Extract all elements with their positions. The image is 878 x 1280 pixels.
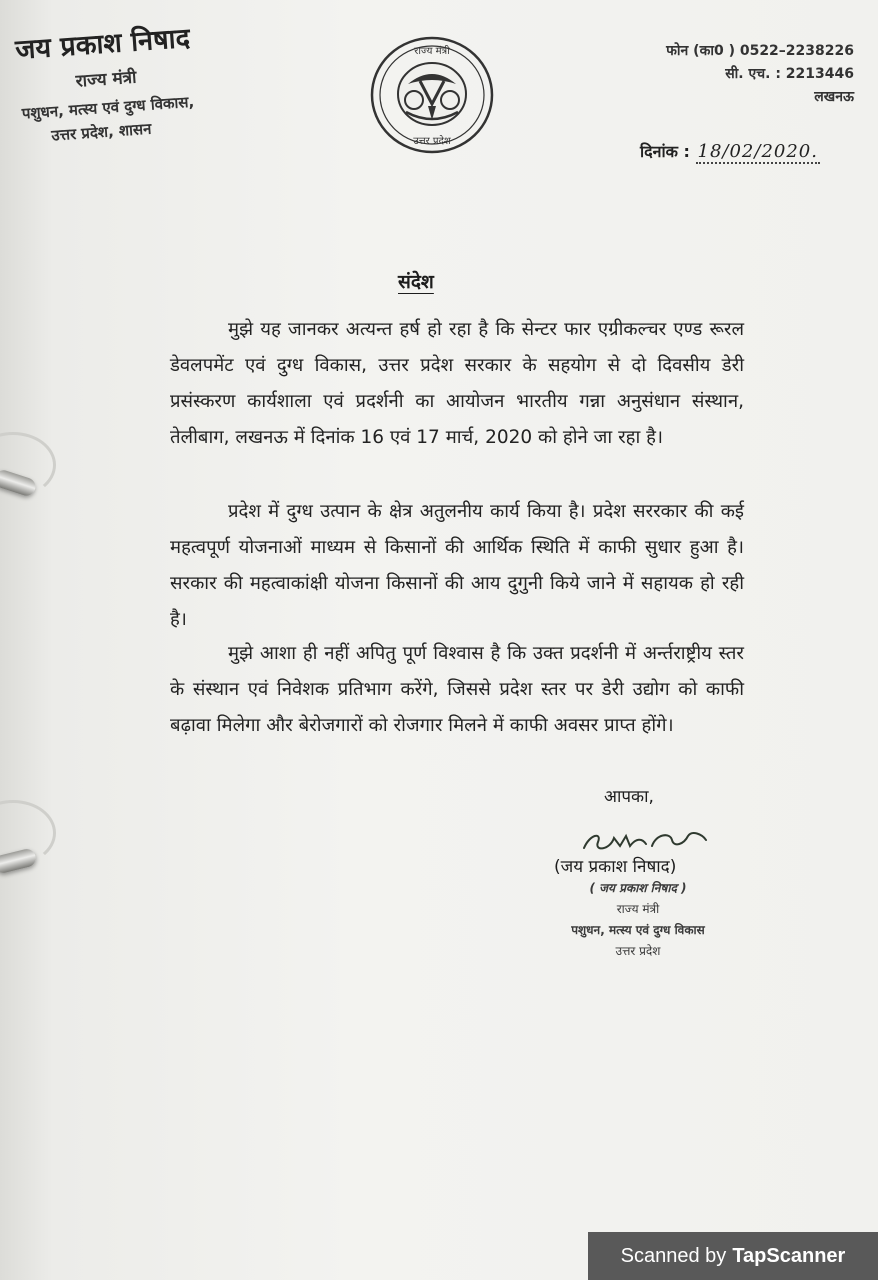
date-line [640,140,820,162]
paragraph-3 [170,636,744,744]
paragraph-1 [170,312,744,456]
ch-phone: सी. एच. : 2213446 [725,66,854,82]
closing: आपका, [604,787,654,807]
watermark-prefix: Scanned by [620,1244,727,1267]
handwritten-signature [580,826,710,856]
stamp-state: उत्तर प्रदेश [615,944,661,958]
watermark-brand: TapScanner [732,1244,846,1267]
stamp-department: पशुधन, मत्स्य एवं दुग्ध विकास [571,923,705,937]
letterhead-left [14,14,252,148]
seal-top-text: राज्य मंत्री [414,46,450,57]
paragraph-3-text: मुझे आशा ही नहीं अपितु पूर्ण विश्वास है कि उक्त प्रदर्शनी में अर्न्तराष्ट्रीय स्तर के संस्थान एवं निवेशक प्रतिभाग करेंगे, जिससे प्रदेश स्तर पर डेरी उद्योग को काफी बढ़ावा मिलेगा और बेरोजगारों को रोजगार मिलने में काफी अवसर प्राप्त होंगे। [170,643,744,736]
date-value: 18/02/2020. [697,141,818,162]
date-label: दिनांक : [640,142,690,161]
letter-heading: संदेश [398,271,434,293]
minister-department: पशुधन, मत्स्य एवं दुग्ध विकास, [21,92,195,123]
seal-bottom-text: उत्तर प्रदेश [413,136,451,147]
minister-name: जय प्रकाश निषाद [14,22,191,66]
scanner-watermark [588,1232,878,1280]
city: लखनऊ [814,89,854,105]
government-name: उत्तर प्रदेश, शासन [50,119,152,145]
paragraph-2 [170,494,744,638]
stamp-role: राज्य मंत्री [616,902,660,916]
paragraph-1-text: मुझे यह जानकर अत्यन्त हर्ष हो रहा है कि सेन्टर फार एग्रीकल्चर एण्ड रूरल डेवलपमेंट एवं दुग्ध विकास, उत्तर प्रदेश सरकार के सहयोग से दो दिवसीय डेरी प्रसंस्करण कार्यशाला एवं प्रदर्शनी का आयोजन भारतीय गन्ना अनुसंधान संस्थान, तेलीबाग, लखनऊ में दिनांक 16 एवं 17 मार्च, 2020 को होने जा रहा है। [170,319,744,448]
office-phone: फोन (का0 ) 0522–2238226 [666,43,854,59]
paragraph-2-text: प्रदेश में दुग्ध उत्पान के क्षेत्र अतुलनीय कार्य किया है। प्रदेश सररकार की कई महत्वपूर्ण योजनाओं माध्यम से किसानों की आर्थिक स्थिति में काफी सुधार हुआ है। सरकार की महत्वाकांक्षी योजना किसानों की आय दुगुनी किये जाने में सहायक हो रही है। [170,501,744,630]
signatory-name: (जय प्रकाश निषाद) [554,857,677,877]
government-seal-icon [368,34,496,156]
official-stamp [528,878,748,962]
letterhead-contact [666,40,854,109]
stamp-name: ( जय प्रकाश निषाद ) [589,881,687,895]
minister-role: राज्य मंत्री [75,67,138,92]
